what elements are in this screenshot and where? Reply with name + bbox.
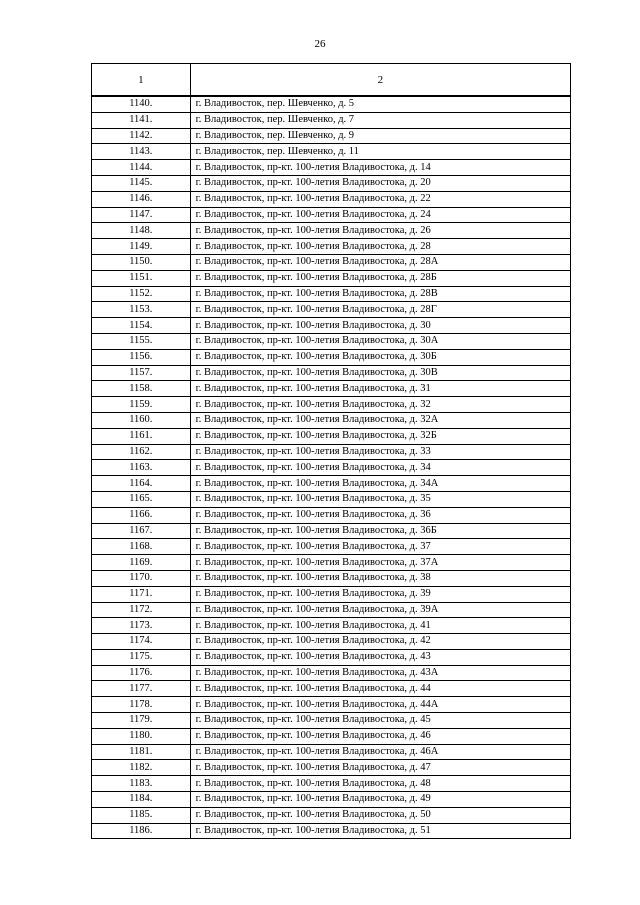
- address-cell: г. Владивосток, пр-кт. 100-летия Владивостока, д. 20: [190, 175, 570, 191]
- address-cell: г. Владивосток, пр-кт. 100-летия Владивостока, д. 42: [190, 634, 570, 650]
- table-row: [92, 160, 571, 176]
- row-number-cell: 1179.: [92, 713, 191, 729]
- table-row: [92, 523, 571, 539]
- table-row: [92, 507, 571, 523]
- table-row: [92, 318, 571, 334]
- address-cell: г. Владивосток, пр-кт. 100-летия Владивостока, д. 37А: [190, 555, 570, 571]
- address-cell: г. Владивосток, пр-кт. 100-летия Владивостока, д. 45: [190, 713, 570, 729]
- table-row: [92, 728, 571, 744]
- table-row: [92, 570, 571, 586]
- table-row: [92, 760, 571, 776]
- row-number-cell: 1182.: [92, 760, 191, 776]
- column-header-address: 2: [190, 64, 570, 97]
- address-cell: г. Владивосток, пр-кт. 100-летия Владивостока, д. 28В: [190, 286, 570, 302]
- row-number-cell: 1143.: [92, 144, 191, 160]
- row-number-cell: 1152.: [92, 286, 191, 302]
- table-row: [92, 460, 571, 476]
- row-number-cell: 1151.: [92, 270, 191, 286]
- address-cell: г. Владивосток, пр-кт. 100-летия Владивостока, д. 44: [190, 681, 570, 697]
- row-number-cell: 1185.: [92, 807, 191, 823]
- table-row: [92, 807, 571, 823]
- page-number: 26: [314, 38, 326, 50]
- row-number-cell: 1140.: [92, 96, 191, 112]
- table-row: [92, 618, 571, 634]
- row-number-cell: 1180.: [92, 728, 191, 744]
- row-number-cell: 1159.: [92, 397, 191, 413]
- table-row: [92, 286, 571, 302]
- row-number-cell: 1142.: [92, 128, 191, 144]
- table-row: [92, 144, 571, 160]
- table-row: [92, 476, 571, 492]
- address-cell: г. Владивосток, пр-кт. 100-летия Владивостока, д. 14: [190, 160, 570, 176]
- table-row: [92, 634, 571, 650]
- row-number-cell: 1169.: [92, 555, 191, 571]
- table-row: [92, 491, 571, 507]
- table-row: [92, 697, 571, 713]
- address-cell: г. Владивосток, пр-кт. 100-летия Владивостока, д. 38: [190, 570, 570, 586]
- address-cell: г. Владивосток, пр-кт. 100-летия Владивостока, д. 28Б: [190, 270, 570, 286]
- table-row: [92, 586, 571, 602]
- table-row: [92, 365, 571, 381]
- table-row: [92, 112, 571, 128]
- table-row: [92, 681, 571, 697]
- address-cell: г. Владивосток, пр-кт. 100-летия Владивостока, д. 22: [190, 191, 570, 207]
- address-cell: г. Владивосток, пр-кт. 100-летия Владивостока, д. 26: [190, 223, 570, 239]
- table-row: [92, 744, 571, 760]
- address-cell: г. Владивосток, пер. Шевченко, д. 5: [190, 96, 570, 112]
- table-body: [92, 96, 571, 839]
- table-row: [92, 792, 571, 808]
- address-cell: г. Владивосток, пр-кт. 100-летия Владивостока, д. 33: [190, 444, 570, 460]
- row-number-cell: 1172.: [92, 602, 191, 618]
- address-cell: г. Владивосток, пр-кт. 100-летия Владивостока, д. 39А: [190, 602, 570, 618]
- address-cell: г. Владивосток, пр-кт. 100-летия Владивостока, д. 41: [190, 618, 570, 634]
- address-cell: г. Владивосток, пр-кт. 100-летия Владивостока, д. 28: [190, 239, 570, 255]
- row-number-cell: 1141.: [92, 112, 191, 128]
- address-cell: г. Владивосток, пр-кт. 100-летия Владивостока, д. 39: [190, 586, 570, 602]
- table-header: [92, 64, 571, 97]
- address-cell: г. Владивосток, пр-кт. 100-летия Владивостока, д. 34А: [190, 476, 570, 492]
- address-cell: г. Владивосток, пр-кт. 100-летия Владивостока, д. 28А: [190, 254, 570, 270]
- table-row: [92, 128, 571, 144]
- row-number-cell: 1158.: [92, 381, 191, 397]
- row-number-cell: 1184.: [92, 792, 191, 808]
- row-number-cell: 1170.: [92, 570, 191, 586]
- row-number-cell: 1168.: [92, 539, 191, 555]
- header-row: [92, 64, 571, 97]
- address-cell: г. Владивосток, пр-кт. 100-летия Владивостока, д. 30Б: [190, 349, 570, 365]
- address-cell: г. Владивосток, пр-кт. 100-летия Владивостока, д. 24: [190, 207, 570, 223]
- address-cell: г. Владивосток, пр-кт. 100-летия Владивостока, д. 50: [190, 807, 570, 823]
- row-number-cell: 1181.: [92, 744, 191, 760]
- table-row: [92, 96, 571, 112]
- row-number-cell: 1166.: [92, 507, 191, 523]
- address-cell: г. Владивосток, пр-кт. 100-летия Владивостока, д. 32А: [190, 412, 570, 428]
- row-number-cell: 1174.: [92, 634, 191, 650]
- table-row: [92, 539, 571, 555]
- address-cell: г. Владивосток, пр-кт. 100-летия Владивостока, д. 46: [190, 728, 570, 744]
- address-cell: г. Владивосток, пр-кт. 100-летия Владивостока, д. 46А: [190, 744, 570, 760]
- table-row: [92, 713, 571, 729]
- row-number-cell: 1154.: [92, 318, 191, 334]
- address-cell: г. Владивосток, пр-кт. 100-летия Владивостока, д. 28Г: [190, 302, 570, 318]
- row-number-cell: 1157.: [92, 365, 191, 381]
- row-number-cell: 1177.: [92, 681, 191, 697]
- table-row: [92, 175, 571, 191]
- address-cell: г. Владивосток, пр-кт. 100-летия Владивостока, д. 48: [190, 776, 570, 792]
- table-row: [92, 776, 571, 792]
- row-number-cell: 1162.: [92, 444, 191, 460]
- row-number-cell: 1156.: [92, 349, 191, 365]
- row-number-cell: 1171.: [92, 586, 191, 602]
- table-row: [92, 823, 571, 839]
- table-row: [92, 270, 571, 286]
- address-cell: г. Владивосток, пр-кт. 100-летия Владивостока, д. 49: [190, 792, 570, 808]
- table-row: [92, 602, 571, 618]
- row-number-cell: 1155.: [92, 333, 191, 349]
- address-cell: г. Владивосток, пр-кт. 100-летия Владивостока, д. 30: [190, 318, 570, 334]
- row-number-cell: 1145.: [92, 175, 191, 191]
- address-cell: г. Владивосток, пр-кт. 100-летия Владивостока, д. 32Б: [190, 428, 570, 444]
- table-row: [92, 428, 571, 444]
- row-number-cell: 1160.: [92, 412, 191, 428]
- row-number-cell: 1163.: [92, 460, 191, 476]
- row-number-cell: 1183.: [92, 776, 191, 792]
- row-number-cell: 1175.: [92, 649, 191, 665]
- address-cell: г. Владивосток, пр-кт. 100-летия Владивостока, д. 43А: [190, 665, 570, 681]
- table-row: [92, 555, 571, 571]
- table-row: [92, 649, 571, 665]
- table-row: [92, 191, 571, 207]
- address-table: [91, 63, 571, 839]
- row-number-cell: 1144.: [92, 160, 191, 176]
- address-cell: г. Владивосток, пр-кт. 100-летия Владивостока, д. 36: [190, 507, 570, 523]
- address-cell: г. Владивосток, пр-кт. 100-летия Владивостока, д. 44А: [190, 697, 570, 713]
- row-number-cell: 1161.: [92, 428, 191, 444]
- table-row: [92, 207, 571, 223]
- row-number-cell: 1178.: [92, 697, 191, 713]
- row-number-cell: 1176.: [92, 665, 191, 681]
- table-row: [92, 412, 571, 428]
- table-row: [92, 381, 571, 397]
- row-number-cell: 1186.: [92, 823, 191, 839]
- row-number-cell: 1149.: [92, 239, 191, 255]
- address-cell: г. Владивосток, пр-кт. 100-летия Владивостока, д. 30А: [190, 333, 570, 349]
- table-row: [92, 254, 571, 270]
- table-row: [92, 349, 571, 365]
- address-cell: г. Владивосток, пер. Шевченко, д. 7: [190, 112, 570, 128]
- column-header-number: 1: [92, 64, 191, 97]
- table-row: [92, 333, 571, 349]
- row-number-cell: 1167.: [92, 523, 191, 539]
- address-cell: г. Владивосток, пр-кт. 100-летия Владивостока, д. 36Б: [190, 523, 570, 539]
- table-row: [92, 302, 571, 318]
- address-cell: г. Владивосток, пр-кт. 100-летия Владивостока, д. 31: [190, 381, 570, 397]
- address-cell: г. Владивосток, пр-кт. 100-летия Владивостока, д. 30В: [190, 365, 570, 381]
- row-number-cell: 1153.: [92, 302, 191, 318]
- address-cell: г. Владивосток, пер. Шевченко, д. 9: [190, 128, 570, 144]
- table-row: [92, 397, 571, 413]
- address-cell: г. Владивосток, пр-кт. 100-летия Владивостока, д. 32: [190, 397, 570, 413]
- address-cell: г. Владивосток, пр-кт. 100-летия Владивостока, д. 47: [190, 760, 570, 776]
- table-row: [92, 239, 571, 255]
- address-cell: г. Владивосток, пр-кт. 100-летия Владивостока, д. 35: [190, 491, 570, 507]
- row-number-cell: 1173.: [92, 618, 191, 634]
- table-row: [92, 444, 571, 460]
- address-cell: г. Владивосток, пр-кт. 100-летия Владивостока, д. 34: [190, 460, 570, 476]
- row-number-cell: 1148.: [92, 223, 191, 239]
- address-cell: г. Владивосток, пр-кт. 100-летия Владивостока, д. 37: [190, 539, 570, 555]
- row-number-cell: 1165.: [92, 491, 191, 507]
- address-cell: г. Владивосток, пр-кт. 100-летия Владивостока, д. 43: [190, 649, 570, 665]
- row-number-cell: 1147.: [92, 207, 191, 223]
- row-number-cell: 1150.: [92, 254, 191, 270]
- row-number-cell: 1164.: [92, 476, 191, 492]
- address-cell: г. Владивосток, пр-кт. 100-летия Владивостока, д. 51: [190, 823, 570, 839]
- address-cell: г. Владивосток, пер. Шевченко, д. 11: [190, 144, 570, 160]
- row-number-cell: 1146.: [92, 191, 191, 207]
- table-row: [92, 665, 571, 681]
- table-row: [92, 223, 571, 239]
